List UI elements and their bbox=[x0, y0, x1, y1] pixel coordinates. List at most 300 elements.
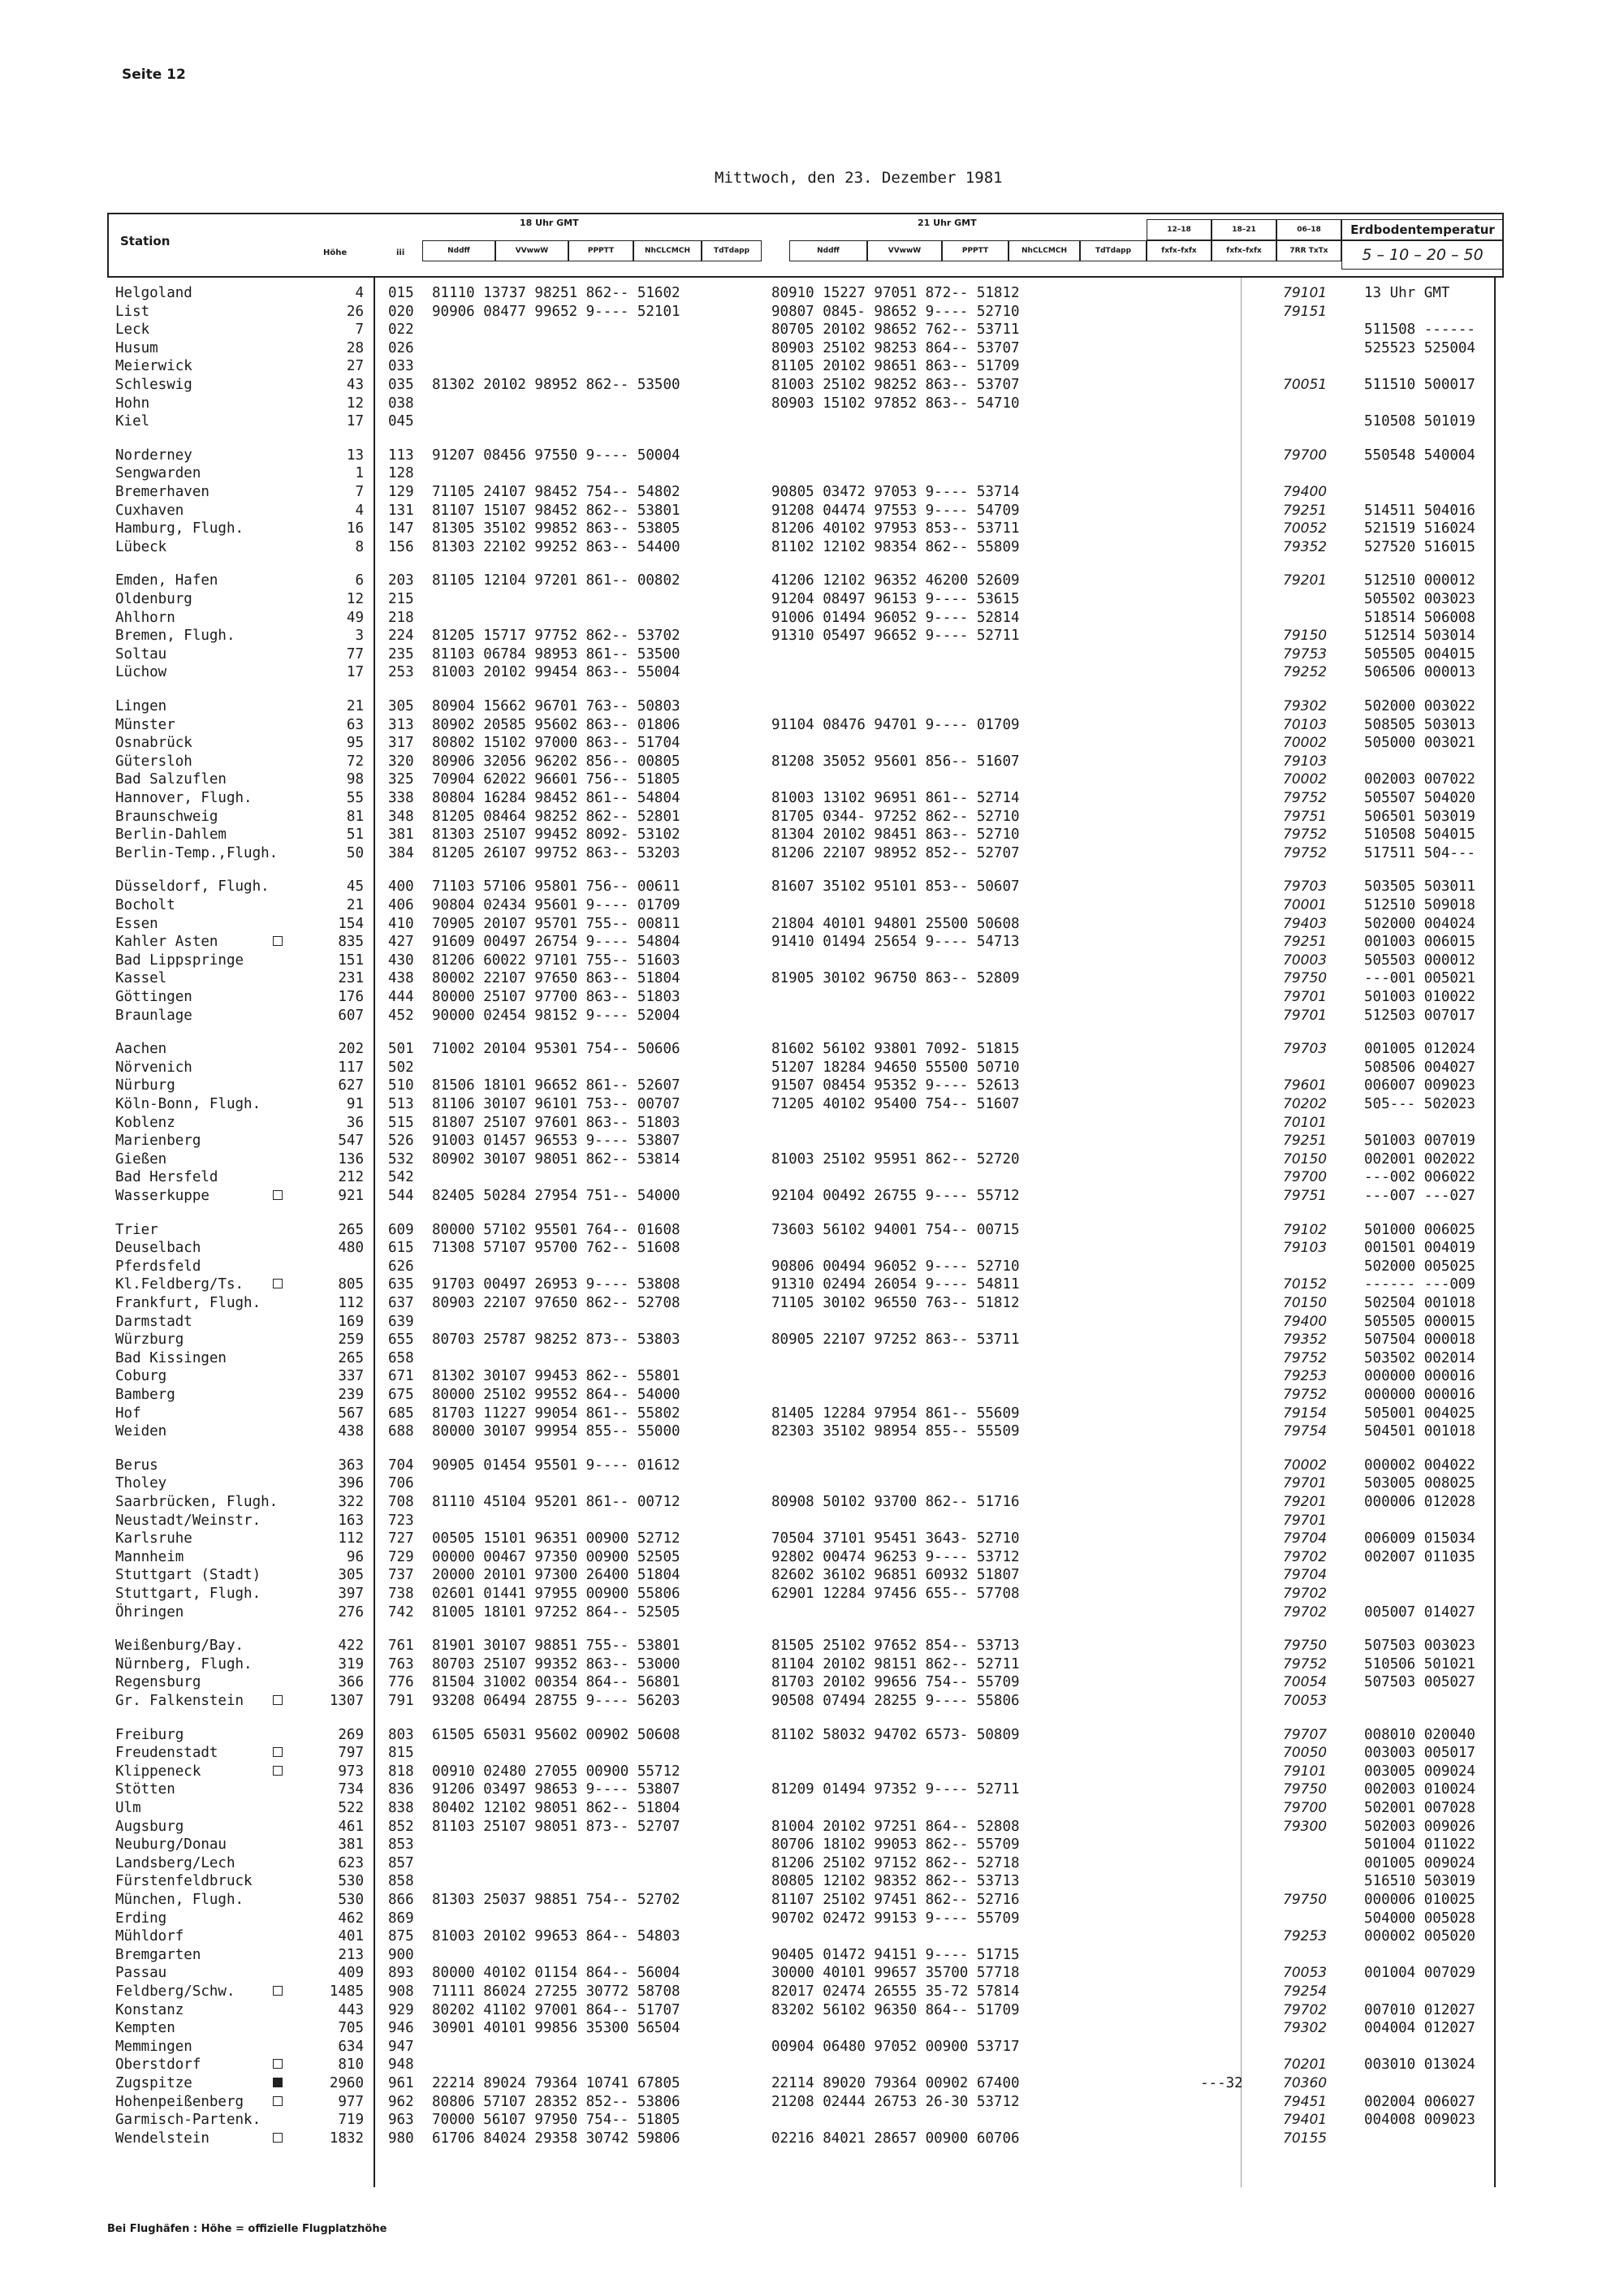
table-row bbox=[0, 1726, 1624, 1744]
precip-temp-value: 70101 bbox=[1283, 1115, 1328, 1131]
precip-temp-value: 79252 bbox=[1283, 664, 1328, 680]
station-number: 215 bbox=[388, 591, 414, 607]
obs-21-utc: 82303 35102 98954 855-- 55509 bbox=[771, 1423, 1020, 1439]
obs-21-utc: 82602 36102 96851 60932 51807 bbox=[771, 1567, 1020, 1583]
station-name: Wendelstein bbox=[115, 2130, 209, 2147]
station-name: Neustadt/Weinstr. bbox=[115, 1513, 261, 1529]
table-row bbox=[0, 1095, 1624, 1113]
soil-temp-value: 007010 012027 bbox=[1364, 2002, 1475, 2018]
header-group21: 21 Uhr GMT bbox=[918, 218, 977, 228]
table-row bbox=[0, 1872, 1624, 1890]
header-erdboden-depths: 5 – 10 – 20 – 50 bbox=[1341, 240, 1504, 270]
obs-21-utc: 90508 07494 28255 9---- 55806 bbox=[771, 1693, 1020, 1709]
soil-temp-value: 505502 003023 bbox=[1364, 591, 1475, 607]
precip-temp-value: 79750 bbox=[1283, 1781, 1328, 1798]
precip-temp-value: 79703 bbox=[1283, 878, 1328, 895]
station-hoehe: 55 bbox=[346, 790, 364, 806]
soil-temp-value: 505507 504020 bbox=[1364, 790, 1475, 806]
station-name: Oldenburg bbox=[115, 591, 192, 607]
station-hoehe: 169 bbox=[338, 1314, 364, 1330]
obs-18-utc: 80002 22107 97650 863-- 51804 bbox=[432, 970, 680, 986]
station-name: Bremgarten bbox=[115, 1947, 201, 1963]
square-icon bbox=[273, 936, 283, 946]
table-row bbox=[0, 1239, 1624, 1257]
station-hoehe: 43 bbox=[346, 377, 364, 393]
table-row bbox=[0, 1493, 1624, 1511]
table-row bbox=[0, 2019, 1624, 2037]
station-name: Emden, Hafen bbox=[115, 572, 218, 589]
station-name: Cuxhaven bbox=[115, 503, 184, 519]
table-row bbox=[0, 1386, 1624, 1404]
station-hoehe: 202 bbox=[338, 1041, 364, 1057]
obs-18-utc: 80902 20585 95602 863-- 01806 bbox=[432, 717, 680, 733]
station-name: Zugspitze bbox=[115, 2075, 192, 2091]
precip-temp-value: 79700 bbox=[1283, 447, 1328, 464]
obs-21-utc: 81003 25102 95951 862-- 52720 bbox=[771, 1151, 1020, 1167]
station-number: 033 bbox=[388, 358, 414, 374]
obs-21-utc: 90805 03472 97053 9---- 53714 bbox=[771, 484, 1020, 500]
table-row bbox=[0, 1512, 1624, 1530]
table-row bbox=[0, 1763, 1624, 1780]
precip-temp-value: 79601 bbox=[1283, 1077, 1328, 1094]
station-name: Landsberg/Lech bbox=[115, 1855, 235, 1871]
station-hoehe: 6 bbox=[355, 572, 364, 589]
station-number: 045 bbox=[388, 413, 414, 429]
station-number: 022 bbox=[388, 322, 414, 338]
precip-temp-value: 79253 bbox=[1283, 1368, 1328, 1384]
obs-18-utc: 81205 15717 97752 862-- 53702 bbox=[432, 628, 680, 644]
station-name: Bad Lippspringe bbox=[115, 952, 244, 969]
station-name: Berlin-Temp.,Flugh. bbox=[115, 845, 279, 861]
obs-18-utc: 91003 01457 96553 9---- 53807 bbox=[432, 1133, 680, 1149]
station-hoehe: 96 bbox=[346, 1549, 364, 1565]
station-name: Berus bbox=[115, 1457, 158, 1474]
header-21-nddff: Nddff bbox=[789, 240, 867, 261]
table-row bbox=[0, 1221, 1624, 1239]
station-name: Stuttgart, Flugh. bbox=[115, 1586, 261, 1602]
obs-21-utc: 81304 20102 98451 863-- 52710 bbox=[771, 826, 1020, 843]
table-row bbox=[0, 1530, 1624, 1547]
station-number: 948 bbox=[388, 2056, 414, 2073]
station-hoehe: 7 bbox=[355, 322, 364, 338]
precip-temp-value: 79352 bbox=[1283, 539, 1328, 555]
obs-21-utc: 81107 25102 97451 862-- 52716 bbox=[771, 1892, 1020, 1908]
soil-temp-value: 502000 005025 bbox=[1364, 1258, 1475, 1275]
station-name: Schleswig bbox=[115, 377, 192, 393]
station-number: 853 bbox=[388, 1836, 414, 1853]
soil-temp-value: 000000 000016 bbox=[1364, 1368, 1475, 1384]
obs-18-utc: 70904 62022 96601 756-- 51805 bbox=[432, 771, 680, 788]
obs-18-utc: 91609 00497 26754 9---- 54804 bbox=[432, 934, 680, 950]
square-icon bbox=[273, 2096, 283, 2106]
obs-18-utc: 61505 65031 95602 00902 50608 bbox=[432, 1727, 680, 1743]
station-hoehe: 17 bbox=[346, 664, 364, 680]
precip-temp-value: 79102 bbox=[1283, 1222, 1328, 1238]
station-name: Bad Salzuflen bbox=[115, 771, 227, 788]
obs-18-utc: 81303 25037 98851 754-- 52702 bbox=[432, 1892, 680, 1908]
precip-temp-value: 79752 bbox=[1283, 1350, 1328, 1366]
table-row bbox=[0, 2111, 1624, 2129]
station-name: Öhringen bbox=[115, 1604, 184, 1621]
table-row bbox=[0, 1007, 1624, 1025]
precip-temp-value: 79702 bbox=[1283, 2002, 1328, 2018]
station-name: Hannover, Flugh. bbox=[115, 790, 253, 806]
station-hoehe: 438 bbox=[338, 1423, 364, 1439]
station-number: 156 bbox=[388, 539, 414, 555]
station-number: 526 bbox=[388, 1133, 414, 1149]
soil-temp-value: 503005 008025 bbox=[1364, 1475, 1475, 1491]
station-hoehe: 322 bbox=[338, 1494, 364, 1510]
station-hoehe: 154 bbox=[338, 916, 364, 932]
obs-21-utc: 71105 30102 96550 763-- 51812 bbox=[771, 1295, 1020, 1311]
obs-21-utc: 91310 02494 26054 9---- 54811 bbox=[771, 1276, 1020, 1293]
precip-temp-value: 70360 bbox=[1283, 2075, 1328, 2091]
station-number: 113 bbox=[388, 447, 414, 464]
obs-18-utc: 00000 00467 97350 00900 52505 bbox=[432, 1549, 680, 1565]
station-hoehe: 623 bbox=[338, 1855, 364, 1871]
obs-18-utc: 80000 30107 99954 855-- 55000 bbox=[432, 1423, 680, 1439]
soil-temp-value: 000002 005020 bbox=[1364, 1928, 1475, 1944]
obs-18-utc: 81807 25107 97601 863-- 51803 bbox=[432, 1115, 680, 1131]
station-number: 410 bbox=[388, 916, 414, 932]
soil-temp-value: 511508 ------ bbox=[1364, 322, 1475, 338]
obs-21-utc: 70504 37101 95451 3643- 52710 bbox=[771, 1530, 1020, 1547]
table-row bbox=[0, 1548, 1624, 1566]
precip-temp-value: 79400 bbox=[1283, 1314, 1328, 1330]
soil-temp-value: 504501 001018 bbox=[1364, 1423, 1475, 1439]
soil-temp-value: 001003 006015 bbox=[1364, 934, 1475, 950]
station-hoehe: 973 bbox=[338, 1763, 364, 1780]
obs-21-utc: 91310 05497 96652 9---- 52711 bbox=[771, 628, 1020, 644]
precip-temp-value: 79701 bbox=[1283, 989, 1328, 1005]
soil-temp-value: 512514 503014 bbox=[1364, 628, 1475, 644]
obs-21-utc: 00904 06480 97052 00900 53717 bbox=[771, 2039, 1020, 2055]
station-number: 325 bbox=[388, 771, 414, 788]
soil-temp-value: 506506 000013 bbox=[1364, 664, 1475, 680]
table-row bbox=[0, 1910, 1624, 1927]
obs-18-utc: 81303 22102 99252 863-- 54400 bbox=[432, 539, 680, 555]
soil-temp-value: 507503 005027 bbox=[1364, 1674, 1475, 1690]
precip-temp-value: 79750 bbox=[1283, 970, 1328, 986]
precip-temp-value: 70050 bbox=[1283, 1745, 1328, 1761]
precip-temp-value: 70152 bbox=[1283, 1276, 1328, 1293]
station-hoehe: 810 bbox=[338, 2056, 364, 2073]
station-number: 128 bbox=[388, 465, 414, 481]
precip-temp-value: 70150 bbox=[1283, 1295, 1328, 1311]
precip-temp-value: 79700 bbox=[1283, 1800, 1328, 1816]
obs-18-utc: 80906 32056 96202 856-- 00805 bbox=[432, 753, 680, 770]
station-name: Meierwick bbox=[115, 358, 192, 374]
station-hoehe: 265 bbox=[338, 1350, 364, 1366]
soil-temp-value: 502000 003022 bbox=[1364, 698, 1475, 714]
station-number: 791 bbox=[388, 1693, 414, 1709]
station-name: Kiel bbox=[115, 413, 150, 429]
station-name: Koblenz bbox=[115, 1115, 175, 1131]
station-number: 815 bbox=[388, 1745, 414, 1761]
station-name: Bamberg bbox=[115, 1387, 175, 1403]
header-18-tdtd: TdTdapp bbox=[702, 240, 762, 261]
precip-temp-value: 79403 bbox=[1283, 916, 1328, 932]
precip-temp-value: 79451 bbox=[1283, 2094, 1328, 2110]
station-name: Hof bbox=[115, 1405, 141, 1422]
soil-temp-value: 517511 504--- bbox=[1364, 845, 1475, 861]
station-hoehe: 547 bbox=[338, 1133, 364, 1149]
station-number: 836 bbox=[388, 1781, 414, 1798]
station-number: 857 bbox=[388, 1855, 414, 1871]
table-row bbox=[0, 1150, 1624, 1168]
station-hoehe: 443 bbox=[338, 2002, 364, 2018]
obs-21-utc: 02216 84021 28657 00900 60706 bbox=[771, 2130, 1020, 2147]
station-name: Bad Kissingen bbox=[115, 1350, 227, 1366]
station-number: 438 bbox=[388, 970, 414, 986]
square-icon bbox=[273, 1695, 283, 1705]
date-line: Mittwoch, den 23. Dezember 1981 bbox=[715, 169, 1003, 187]
obs-21-utc: 90405 01472 94151 9---- 51715 bbox=[771, 1947, 1020, 1963]
soil-temp-value: 000000 000016 bbox=[1364, 1387, 1475, 1403]
obs-21-utc: 80706 18102 99053 862-- 55709 bbox=[771, 1836, 1020, 1853]
station-name: Nörvenich bbox=[115, 1060, 192, 1076]
station-hoehe: 977 bbox=[338, 2094, 364, 2110]
station-number: 147 bbox=[388, 520, 414, 537]
table-row bbox=[0, 753, 1624, 770]
square-icon bbox=[273, 1279, 283, 1288]
obs-18-utc: 71105 24107 98452 754-- 54802 bbox=[432, 484, 680, 500]
soil-temp-value: 504000 005028 bbox=[1364, 1910, 1475, 1927]
obs-21-utc: 71205 40102 95400 754-- 51607 bbox=[771, 1096, 1020, 1112]
table-row bbox=[0, 1585, 1624, 1603]
precip-temp-value: 79702 bbox=[1283, 1549, 1328, 1565]
station-number: 961 bbox=[388, 2075, 414, 2091]
obs-21-utc: 81004 20102 97251 864-- 52808 bbox=[771, 1819, 1020, 1835]
station-hoehe: 27 bbox=[346, 358, 364, 374]
station-number: 737 bbox=[388, 1567, 414, 1583]
station-number: 675 bbox=[388, 1387, 414, 1403]
station-number: 706 bbox=[388, 1475, 414, 1491]
precip-temp-value: 70150 bbox=[1283, 1151, 1328, 1167]
table-row bbox=[0, 734, 1624, 752]
station-hoehe: 51 bbox=[346, 826, 364, 843]
station-name: Würzburg bbox=[115, 1331, 184, 1348]
table-row bbox=[0, 2056, 1624, 2074]
station-number: 015 bbox=[388, 285, 414, 301]
obs-18-utc: 80903 22107 97650 862-- 52708 bbox=[432, 1295, 680, 1311]
station-number: 704 bbox=[388, 1457, 414, 1474]
station-name: Oberstdorf bbox=[115, 2056, 201, 2073]
obs-18-utc: 81110 45104 95201 861-- 00712 bbox=[432, 1494, 680, 1510]
precip-temp-value: 70054 bbox=[1283, 1674, 1328, 1690]
obs-18-utc: 71103 57106 95801 756-- 00611 bbox=[432, 878, 680, 895]
soil-temp-value: 004004 012027 bbox=[1364, 2020, 1475, 2036]
table-row bbox=[0, 395, 1624, 412]
table-row bbox=[0, 2038, 1624, 2056]
station-name: Mannheim bbox=[115, 1549, 184, 1565]
station-hoehe: 112 bbox=[338, 1295, 364, 1311]
table-row bbox=[0, 1275, 1624, 1293]
square-icon bbox=[273, 1766, 283, 1776]
precip-temp-value: 79754 bbox=[1283, 1423, 1328, 1439]
precip-temp-value: 70053 bbox=[1283, 1965, 1328, 1981]
obs-18-utc: 81302 20102 98952 862-- 53500 bbox=[432, 377, 680, 393]
obs-18-utc: 80703 25787 98252 873-- 53803 bbox=[432, 1331, 680, 1348]
precip-temp-value: 79251 bbox=[1283, 503, 1328, 519]
soil-temp-value: 505001 004025 bbox=[1364, 1405, 1475, 1422]
station-name: Essen bbox=[115, 916, 158, 932]
obs-18-utc: 91207 08456 97550 9---- 50004 bbox=[432, 447, 680, 464]
precip-temp-value: 79752 bbox=[1283, 1387, 1328, 1403]
soil-temp-value: 000006 010025 bbox=[1364, 1892, 1475, 1908]
header-18-vvwww: VVwwW bbox=[495, 240, 568, 261]
obs-21-utc: 21804 40101 94801 25500 50608 bbox=[771, 916, 1020, 932]
soil-temp-value: ------ ---009 bbox=[1364, 1276, 1475, 1293]
obs-18-utc: 80802 15102 97000 863-- 51704 bbox=[432, 735, 680, 751]
station-number: 026 bbox=[388, 340, 414, 356]
table-row bbox=[0, 789, 1624, 807]
station-name: Köln-Bonn, Flugh. bbox=[115, 1096, 261, 1112]
station-number: 400 bbox=[388, 878, 414, 895]
station-hoehe: 480 bbox=[338, 1240, 364, 1256]
station-hoehe: 1307 bbox=[329, 1693, 364, 1709]
station-number: 427 bbox=[388, 934, 414, 950]
soil-temp-value: 000002 004022 bbox=[1364, 1457, 1475, 1474]
precip-temp-value: 79750 bbox=[1283, 1892, 1328, 1908]
precip-temp-value: 70052 bbox=[1283, 520, 1328, 537]
precip-temp-value: 70003 bbox=[1283, 952, 1328, 969]
station-hoehe: 117 bbox=[338, 1060, 364, 1076]
station-name: Göttingen bbox=[115, 989, 192, 1005]
station-name: Memmingen bbox=[115, 2039, 192, 2055]
page-label: Seite 12 bbox=[122, 67, 186, 83]
soil-temp-value: 003003 005017 bbox=[1364, 1745, 1475, 1761]
station-number: 708 bbox=[388, 1494, 414, 1510]
table-row bbox=[0, 1405, 1624, 1422]
station-hoehe: 627 bbox=[338, 1077, 364, 1094]
table-row bbox=[0, 1891, 1624, 1909]
obs-18-utc: 70000 56107 97950 754-- 51805 bbox=[432, 2112, 680, 2128]
station-name: Pferdsfeld bbox=[115, 1258, 201, 1275]
precip-temp-value: 79101 bbox=[1283, 285, 1328, 301]
station-number: 253 bbox=[388, 664, 414, 680]
station-name: Helgoland bbox=[115, 285, 192, 301]
station-number: 635 bbox=[388, 1276, 414, 1293]
station-name: Mühldorf bbox=[115, 1928, 184, 1944]
header-18-ppptt: PPPTT bbox=[568, 240, 633, 261]
obs-18-utc: 22214 89024 79364 10741 67805 bbox=[432, 2075, 680, 2091]
table-row bbox=[0, 1313, 1624, 1331]
obs-18-utc: 81107 15107 98452 862-- 53801 bbox=[432, 503, 680, 519]
obs-18-utc: 70905 20107 95701 755-- 00811 bbox=[432, 916, 680, 932]
station-hoehe: 797 bbox=[338, 1745, 364, 1761]
table-row bbox=[0, 1946, 1624, 1964]
table-row bbox=[0, 770, 1624, 788]
obs-18-utc: 81205 08464 98252 862-- 52801 bbox=[432, 809, 680, 825]
obs-18-utc: 81005 18101 97252 864-- 52505 bbox=[432, 1604, 680, 1621]
obs-21-utc: 41206 12102 96352 46200 52609 bbox=[771, 572, 1020, 589]
station-number: 452 bbox=[388, 1008, 414, 1024]
max-gust-value: ---32 bbox=[1200, 2075, 1243, 2091]
obs-18-utc: 91703 00497 26953 9---- 53808 bbox=[432, 1276, 680, 1293]
table-row bbox=[0, 590, 1624, 608]
obs-18-utc: 71308 57107 95700 762-- 51608 bbox=[432, 1240, 680, 1256]
station-number: 869 bbox=[388, 1910, 414, 1927]
station-hoehe: 1 bbox=[355, 465, 364, 481]
table-row bbox=[0, 609, 1624, 627]
soil-temp-value: 510506 501021 bbox=[1364, 1656, 1475, 1672]
header-erdboden: Erdbodentemperatur bbox=[1341, 219, 1504, 240]
station-name: Bad Hersfeld bbox=[115, 1169, 218, 1185]
table-row bbox=[0, 1474, 1624, 1492]
station-name: Darmstadt bbox=[115, 1314, 192, 1330]
table-row bbox=[0, 2074, 1624, 2092]
obs-18-utc: 61706 84024 29358 30742 59806 bbox=[432, 2130, 680, 2147]
station-name: Kassel bbox=[115, 970, 167, 986]
station-name: Stuttgart (Stadt) bbox=[115, 1567, 261, 1583]
station-name: Garmisch-Partenk. bbox=[115, 2112, 261, 2128]
station-number: 688 bbox=[388, 1423, 414, 1439]
station-hoehe: 136 bbox=[338, 1151, 364, 1167]
station-name: List bbox=[115, 304, 150, 320]
station-number: 658 bbox=[388, 1350, 414, 1366]
station-name: Berlin-Dahlem bbox=[115, 826, 227, 843]
station-hoehe: 409 bbox=[338, 1965, 364, 1981]
soil-temp-value: 510508 504015 bbox=[1364, 826, 1475, 843]
soil-temp-value: 505505 000015 bbox=[1364, 1314, 1475, 1330]
station-number: 224 bbox=[388, 628, 414, 644]
obs-18-utc: 81305 35102 99852 863-- 53805 bbox=[432, 520, 680, 537]
precip-temp-value: 79201 bbox=[1283, 572, 1328, 589]
station-hoehe: 16 bbox=[346, 520, 364, 537]
station-hoehe: 163 bbox=[338, 1513, 364, 1529]
obs-21-utc: 81602 56102 93801 7092- 51815 bbox=[771, 1041, 1020, 1057]
station-number: 729 bbox=[388, 1549, 414, 1565]
station-name: München, Flugh. bbox=[115, 1892, 244, 1908]
station-hoehe: 13 bbox=[346, 447, 364, 464]
station-name: Norderney bbox=[115, 447, 192, 464]
table-row bbox=[0, 844, 1624, 862]
obs-21-utc: 91006 01494 96052 9---- 52814 bbox=[771, 610, 1020, 626]
station-hoehe: 363 bbox=[338, 1457, 364, 1474]
station-name: Wasserkuppe bbox=[115, 1188, 209, 1204]
obs-18-utc: 81106 30107 96101 753-- 00707 bbox=[432, 1096, 680, 1112]
precip-temp-value: 70001 bbox=[1283, 897, 1328, 913]
station-hoehe: 276 bbox=[338, 1604, 364, 1621]
soil-temp-value: 506501 503019 bbox=[1364, 809, 1475, 825]
soil-temp-value: 001004 007029 bbox=[1364, 1965, 1475, 1981]
table-row bbox=[0, 2130, 1624, 2147]
table-row bbox=[0, 645, 1624, 663]
table-row bbox=[0, 826, 1624, 844]
table-row bbox=[0, 321, 1624, 339]
station-name: Karlsruhe bbox=[115, 1530, 192, 1547]
precip-temp-value: 70053 bbox=[1283, 1693, 1328, 1709]
soil-temp-value: 507503 003023 bbox=[1364, 1638, 1475, 1654]
precip-temp-value: 79751 bbox=[1283, 1188, 1328, 1204]
station-number: 444 bbox=[388, 989, 414, 1005]
station-hoehe: 530 bbox=[338, 1873, 364, 1889]
obs-21-utc: 51207 18284 94650 55500 50710 bbox=[771, 1060, 1020, 1076]
soil-temp-value: ---002 006022 bbox=[1364, 1169, 1475, 1185]
precip-temp-value: 70002 bbox=[1283, 1457, 1328, 1474]
obs-21-utc: 73603 56102 94001 754-- 00715 bbox=[771, 1222, 1020, 1238]
header-21-clouds: NhCLCMCH bbox=[1009, 240, 1080, 261]
station-name: Weiden bbox=[115, 1423, 167, 1439]
obs-21-utc: 83202 56102 96350 864-- 51709 bbox=[771, 2002, 1020, 2018]
obs-18-utc: 81506 18101 96652 861-- 52607 bbox=[432, 1077, 680, 1094]
soil-temp-value: 006009 015034 bbox=[1364, 1530, 1475, 1547]
obs-18-utc: 90804 02434 95601 9---- 01709 bbox=[432, 897, 680, 913]
station-number: 946 bbox=[388, 2020, 414, 2036]
station-number: 038 bbox=[388, 395, 414, 412]
obs-18-utc: 93208 06494 28755 9---- 56203 bbox=[432, 1693, 680, 1709]
